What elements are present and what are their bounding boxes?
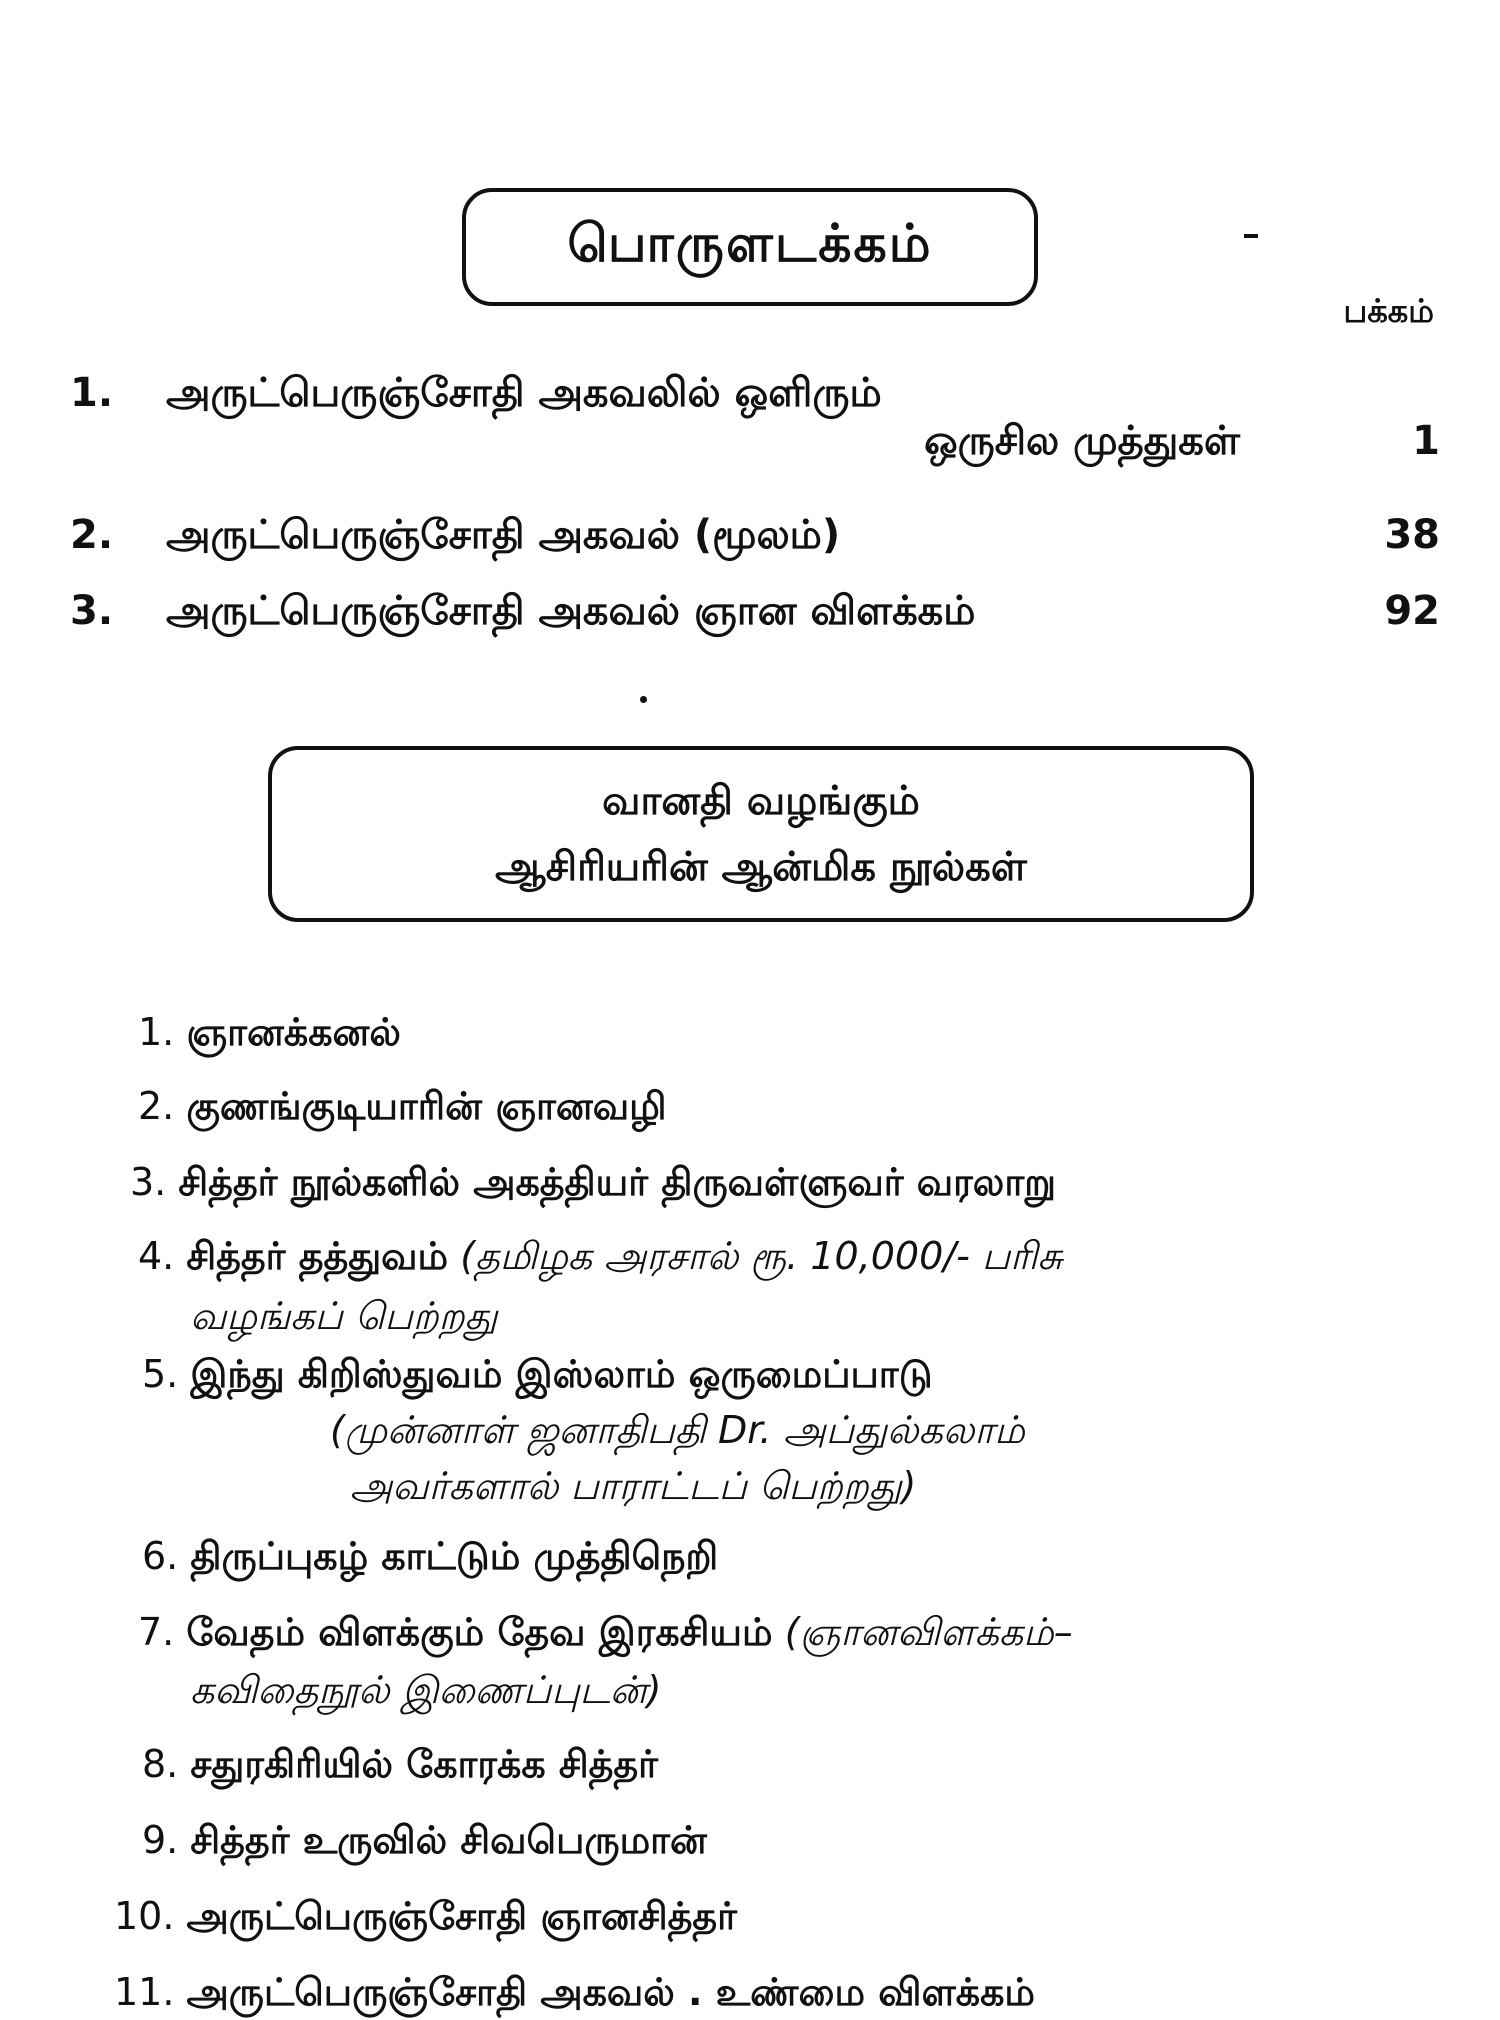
book-title: அருட்பெருஞ்சோதி அகவல் . உண்மை விளக்கம் (186, 1970, 1035, 2014)
book-number: 9. (142, 1818, 179, 1862)
stray-dot (640, 696, 647, 703)
book-number: 8. (142, 1742, 179, 1786)
page-column-label: பக்கம் (1343, 292, 1434, 330)
book-title: வேதம் விளக்கும் தேவ இரகசியம் (186, 1610, 773, 1654)
list-item (138, 1010, 401, 1060)
book-note: (முன்னாள் ஜனாதிபதி Dr. அப்துல்கலாம் (330, 1408, 1025, 1452)
publisher-box (268, 746, 1254, 922)
book-title: இந்து கிறிஸ்துவம் இஸ்லாம் ஒருமைப்பாடு (190, 1352, 933, 1396)
list-item (114, 1894, 737, 1944)
book-number: 10. (114, 1894, 175, 1938)
book-note-continued: வழங்கப் பெற்றது (190, 1294, 498, 1338)
book-number: 6. (142, 1534, 179, 1578)
book-note-continued: அவர்களால் பாராட்டப் பெற்றது) (350, 1464, 917, 1508)
book-title: ஞானக்கனல் (186, 1010, 401, 1054)
table-of-contents (70, 360, 1440, 658)
toc-number: 3. (70, 588, 114, 634)
book-note: (தமிழக அரசால் ரூ. 10,000/- பரிசு (460, 1234, 1063, 1278)
list-item (142, 1352, 933, 1402)
book-number: 1. (138, 1010, 175, 1054)
toc-entry (70, 578, 1440, 658)
book-title: சித்தர் உருவில் சிவபெருமான் (190, 1818, 707, 1862)
stray-mark (1244, 234, 1258, 238)
toc-page-number: 1 (1412, 418, 1440, 464)
list-item (142, 1742, 658, 1792)
book-number: 3. (130, 1160, 167, 1204)
list-item (138, 1610, 1073, 1660)
toc-title-continued: ஒருசில முத்துகள் (924, 418, 1240, 464)
book-title: சித்தர் தத்துவம் (186, 1234, 449, 1278)
book-number: 4. (138, 1234, 175, 1278)
book-title: சித்தர் நூல்களில் அகத்தியர் திருவள்ளுவர் வரலாறு (178, 1160, 1056, 1204)
contents-title-box (462, 188, 1038, 306)
book-title: குணங்குடியாரின் ஞானவழி (186, 1084, 667, 1128)
book-number: 2. (138, 1084, 175, 1128)
list-item (130, 1160, 1056, 1210)
toc-number: 2. (70, 512, 114, 558)
toc-page-number: 92 (1384, 588, 1440, 634)
toc-title: அருட்பெருஞ்சோதி அகவல் ஞான விளக்கம் (166, 588, 976, 634)
book-number: 5. (142, 1352, 179, 1396)
book-note-continued: கவிதைநூல் இணைப்புடன்) (190, 1668, 662, 1712)
publisher-line-2: ஆசிரியரின் ஆன்மிக நூல்கள் (495, 844, 1027, 890)
toc-title: அருட்பெருஞ்சோதி அகவல் (மூலம்) (166, 512, 841, 558)
list-item (138, 1084, 667, 1134)
publisher-line-1: வானதி வழங்கும் (602, 778, 920, 824)
book-number: 11. (114, 1970, 175, 2014)
list-item (114, 1970, 1035, 2020)
toc-number: 1. (70, 370, 114, 416)
contents-title: பொருளடக்கம் (567, 213, 933, 274)
toc-entry (70, 360, 1440, 502)
book-number: 7. (138, 1610, 175, 1654)
book-title: அருட்பெருஞ்சோதி ஞானசித்தர் (186, 1894, 737, 1938)
book-title: சதுரகிரியில் கோரக்க சித்தர் (190, 1742, 658, 1786)
book-note: (ஞானவிளக்கம்– (784, 1610, 1073, 1654)
toc-page-number: 38 (1384, 512, 1440, 558)
toc-title: அருட்பெருஞ்சோதி அகவலில் ஒளிரும் (166, 370, 882, 416)
list-item (142, 1534, 718, 1584)
list-item (138, 1234, 1062, 1284)
book-title: திருப்புகழ் காட்டும் முத்திநெறி (190, 1534, 719, 1578)
toc-entry (70, 502, 1440, 578)
list-item (142, 1818, 707, 1868)
